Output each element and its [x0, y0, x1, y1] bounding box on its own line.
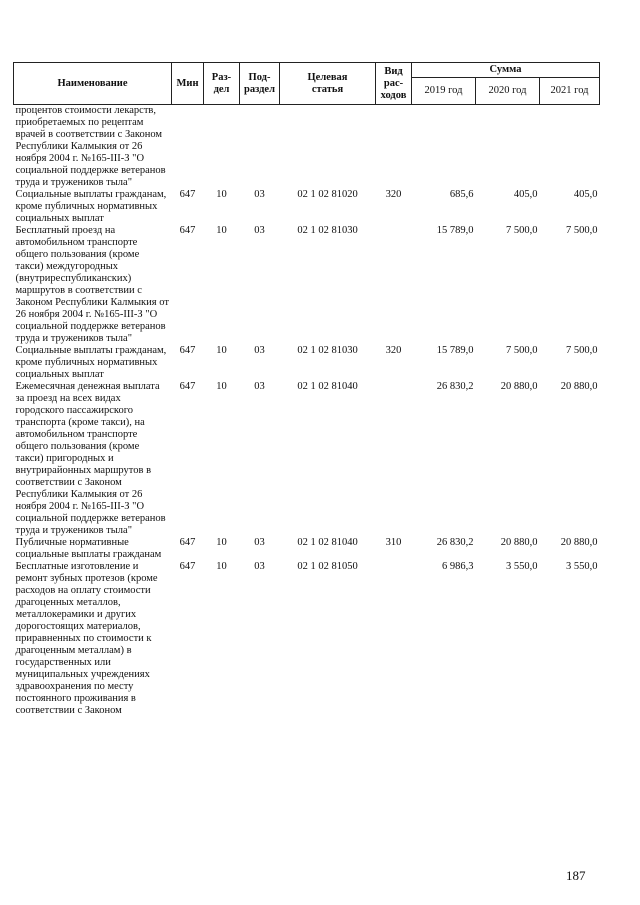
cell-min: 647	[179, 381, 196, 392]
cell-min: 647	[179, 561, 196, 572]
cell-razdel: 10	[216, 189, 227, 200]
header-summa: Сумма	[412, 63, 600, 78]
cell-name: Социальные выплаты гражданам, кроме публичных нормативных социальных выплат	[15, 189, 167, 224]
cell-min: 647	[179, 225, 196, 236]
cell-celevaya-statya: 02 1 02 81040	[297, 381, 358, 392]
cell-razdel: 10	[216, 345, 227, 356]
cell-sum-2019: 685,6	[449, 189, 474, 200]
cell-vid-rashodov	[376, 105, 412, 190]
cell-sum-2019: 15 789,0	[436, 345, 474, 356]
cell-sum-2019: 6 986,3	[442, 561, 474, 572]
header-year-2020: 2020 год	[476, 78, 540, 105]
page-number: 187	[566, 868, 586, 883]
header-min: Мин	[172, 63, 204, 105]
cell-razdel: 10	[216, 381, 227, 392]
header-podrazdel: Под- раздел	[240, 63, 280, 105]
cell-sum-2021: 405,0	[573, 189, 598, 200]
cell-celevaya-statya: 02 1 02 81040	[297, 537, 358, 548]
table-row	[14, 225, 600, 345]
cell-podrazdel: 03	[254, 189, 265, 200]
table-row	[14, 105, 600, 190]
budget-table	[13, 62, 600, 717]
cell-celevaya-statya: 02 1 02 81050	[297, 561, 358, 572]
table-header	[14, 63, 600, 105]
cell-name: Социальные выплаты гражданам, кроме публичных нормативных социальных выплат	[15, 345, 167, 380]
cell-razdel: 10	[216, 225, 227, 236]
cell-sum-2020: 20 880,0	[500, 537, 538, 548]
cell-podrazdel: 03	[254, 561, 265, 572]
cell-sum-2021: 7 500,0	[566, 225, 598, 236]
table-row	[14, 381, 600, 537]
header-vid-rashodov: Вид рас- ходов	[376, 63, 412, 105]
cell-sum-2021: 7 500,0	[566, 345, 598, 356]
header-celevaya-statya: Целевая статья	[280, 63, 376, 105]
cell-sum-2021	[540, 105, 600, 190]
cell-sum-2020: 7 500,0	[506, 225, 538, 236]
header-name: Наименование	[14, 63, 172, 105]
cell-sum-2020	[476, 105, 540, 190]
cell-razdel: 10	[216, 537, 227, 548]
cell-vid-rashodov: 310	[385, 537, 402, 548]
cell-sum-2021: 20 880,0	[560, 381, 598, 392]
cell-vid-rashodov	[376, 381, 412, 537]
cell-sum-2019	[412, 105, 476, 190]
cell-vid-rashodov	[376, 225, 412, 345]
cell-podrazdel: 03	[254, 537, 265, 548]
cell-podrazdel	[240, 105, 280, 190]
header-year-2019: 2019 год	[412, 78, 476, 105]
table-row	[14, 561, 600, 717]
cell-name: Публичные нормативные социальные выплаты гражданам	[15, 537, 162, 560]
cell-sum-2021: 3 550,0	[566, 561, 598, 572]
cell-celevaya-statya: 02 1 02 81030	[297, 225, 358, 236]
cell-name: процентов стоимости лекарств, приобретаемых по рецептам врачей в соответствии с Законом Республики Калмыкия от 26 ноября 2004 г. №165-III-З "О социальной поддержке ветеранов труда и тружеников тыла"	[15, 105, 166, 188]
table-row	[14, 537, 600, 561]
table-body	[14, 105, 600, 718]
cell-min: 647	[179, 345, 196, 356]
cell-vid-rashodov	[376, 561, 412, 717]
cell-celevaya-statya	[280, 105, 376, 190]
table-row	[14, 189, 600, 225]
cell-name: Бесплатные изготовление и ремонт зубных протезов (кроме расходов на оплату стоимости драгоценных металлов, металлокерамики и других дорогостоящих материалов, приравненных по стоимости к драгоценным металлам) в государственных или муниципальных учреждениях здравоохранения по месту постоянного проживания в соответствии с Законом	[15, 561, 158, 716]
cell-podrazdel: 03	[254, 345, 265, 356]
cell-sum-2021: 20 880,0	[560, 537, 598, 548]
cell-min: 647	[179, 537, 196, 548]
cell-razdel	[204, 105, 240, 190]
cell-razdel: 10	[216, 561, 227, 572]
cell-celevaya-statya: 02 1 02 81020	[297, 189, 358, 200]
cell-sum-2020: 3 550,0	[506, 561, 538, 572]
cell-vid-rashodov: 320	[385, 189, 402, 200]
cell-sum-2019: 26 830,2	[436, 381, 474, 392]
cell-sum-2019: 15 789,0	[436, 225, 474, 236]
cell-min	[172, 105, 204, 190]
cell-sum-2019: 26 830,2	[436, 537, 474, 548]
cell-name: Ежемесячная денежная выплата за проезд на всех видах городского пассажирского транспорта (кроме такси), на автомобильном транспорте общего пользования (кроме такси) пригородных и внутрирайонных маршрутов в соответствии с Законом Республики Калмыкия от 26 ноября 2004 г. №165-III-З "О социальной поддержке ветеранов труда и тружеников тыла"	[15, 381, 166, 536]
cell-sum-2020: 20 880,0	[500, 381, 538, 392]
cell-sum-2020: 405,0	[513, 189, 538, 200]
cell-podrazdel: 03	[254, 225, 265, 236]
cell-vid-rashodov: 320	[385, 345, 402, 356]
cell-sum-2020: 7 500,0	[506, 345, 538, 356]
table-row	[14, 345, 600, 381]
header-razdel: Раз- дел	[204, 63, 240, 105]
cell-min: 647	[179, 189, 196, 200]
cell-podrazdel: 03	[254, 381, 265, 392]
header-year-2021: 2021 год	[540, 78, 600, 105]
cell-celevaya-statya: 02 1 02 81030	[297, 345, 358, 356]
cell-name: Бесплатный проезд на автомобильном транспорте общего пользования (кроме такси) междугородных (внутриреспубликанских) маршрутов в соответствии с Законом Республики Калмыкия от 26 ноября 2004 г. №165-III-З "О социальной поддержке ветеранов труда и тружеников тыла"	[15, 225, 169, 344]
